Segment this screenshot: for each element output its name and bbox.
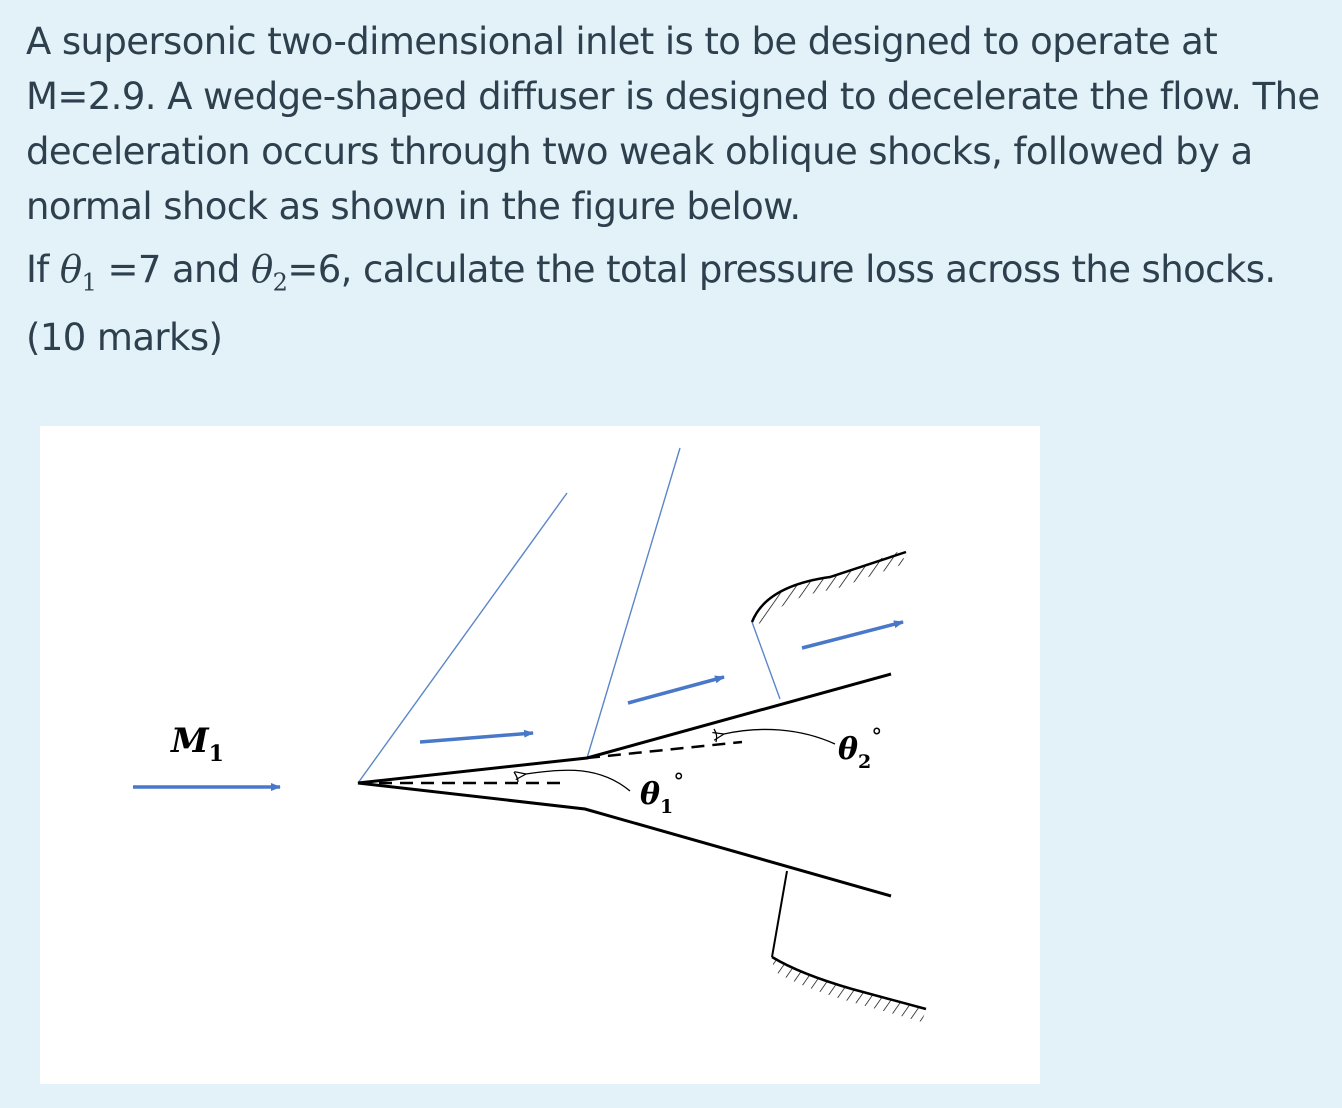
flow-arrow-2 <box>628 677 724 703</box>
question-intro: A supersonic two-dimensional inlet is to be designed to operate at M=2.9. A wedge-shaped diffuser is designed to decelerate the flow. The deceleration occurs through two weak oblique shocks, followed by a normal shock as shown in the figure below. <box>26 20 1320 228</box>
label-m1: $M_1$ <box>171 721 224 767</box>
inlet-diagram-svg <box>40 426 1040 1084</box>
label-theta2: $\theta_2^\circ$ <box>838 725 883 773</box>
label-theta1: $\theta_1^\circ$ <box>640 770 685 818</box>
theta1-symbol: $\theta_1$ <box>59 248 97 297</box>
theta1-arc <box>514 772 518 782</box>
question-prompt <box>26 242 1326 365</box>
centerbody-upper <box>358 674 891 783</box>
question-text <box>26 14 1326 365</box>
lower-cowl-lip <box>772 871 787 957</box>
prompt-if: If <box>26 248 49 291</box>
theta2-symbol: $\theta_2$ <box>250 248 288 297</box>
centerbody-lower <box>358 783 891 896</box>
inlet-diagram <box>40 426 1040 1084</box>
lower-cowl-hatch <box>772 957 926 1022</box>
normal-shock <box>752 622 780 699</box>
flow-arrow-3 <box>802 622 903 648</box>
theta1-leader <box>526 770 630 791</box>
oblique-shock-2 <box>587 448 680 758</box>
theta1-value: =7 and <box>107 248 240 291</box>
theta2-arc <box>714 729 717 742</box>
flow-arrow-1 <box>420 733 533 742</box>
prompt-rest: =6, calculate the total pressure loss across the shocks. (10 marks) <box>26 248 1276 360</box>
reference-line-2 <box>587 742 742 758</box>
upper-cowl-hatch <box>752 551 906 624</box>
